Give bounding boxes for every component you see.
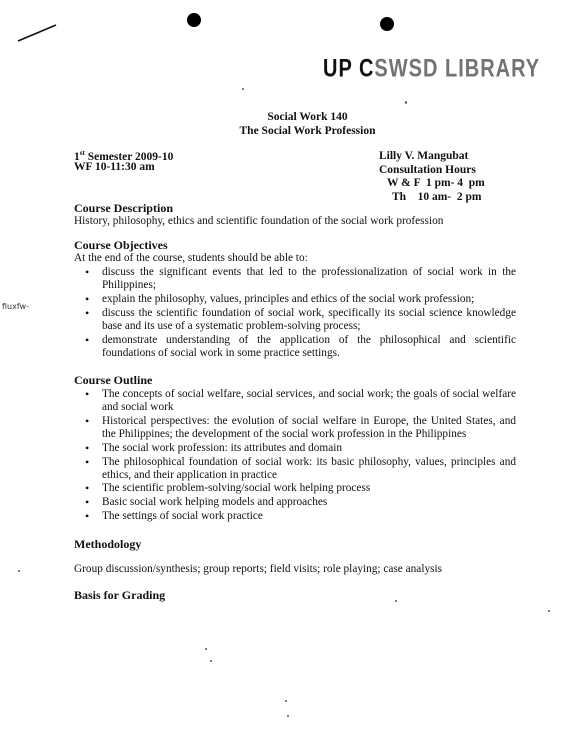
scan-speck xyxy=(405,101,407,104)
scan-speck xyxy=(210,660,212,662)
description-text: History, philosophy, ethics and scientific foundation of the social work profession xyxy=(74,215,444,227)
margin-mark: ﬁuxfw- xyxy=(2,302,29,311)
library-stamp: UP CSWSD LIBRARY xyxy=(323,55,541,83)
scan-speck xyxy=(287,715,289,717)
objective-item: • explain the philosophy, values, principles and ethics of the social work profession; xyxy=(78,293,516,306)
outline-item: • The settings of social work practice xyxy=(78,510,516,523)
consultation-label: Consultation Hours xyxy=(379,164,476,176)
objective-item: • demonstrate understanding of the application of the philosophical and scientific foundations of social work in some practice settings. xyxy=(78,334,516,360)
course-code: Social Work 140 xyxy=(267,111,348,123)
outline-heading: Course Outline xyxy=(74,373,153,387)
course-title: The Social Work Profession xyxy=(239,125,376,137)
outline-item: • The social work profession: its attributes and domain xyxy=(78,442,516,455)
pen-stroke-mark xyxy=(16,22,60,44)
outline-item: • Basic social work helping models and approaches xyxy=(78,496,516,509)
outline-item: • The concepts of social welfare, social services, and social work; the goals of social welfare and social work xyxy=(78,388,516,414)
scan-speck xyxy=(18,570,20,572)
outline-list xyxy=(78,388,516,524)
objectives-list xyxy=(78,266,516,360)
outline-item: • The scientific problem-solving/social work helping process xyxy=(78,482,516,495)
objectives-heading: Course Objectives xyxy=(74,238,168,252)
objectives-intro: At the end of the course, students should be able to: xyxy=(74,252,308,264)
grading-heading: Basis for Grading xyxy=(74,588,166,602)
scan-speck xyxy=(242,88,244,90)
methodology-text: Group discussion/synthesis; group reports; field visits; role playing; case analysis xyxy=(74,563,443,575)
outline-item: • The philosophical foundation of social work: its basic philosophy, values, principles and ethics, and their application in practice xyxy=(78,456,516,482)
scan-speck xyxy=(205,648,207,650)
consultation-hours-th: Th 10 am- 2 pm xyxy=(392,191,482,203)
instructor-name: Lilly V. Mangubat xyxy=(379,150,469,162)
description-heading: Course Description xyxy=(74,201,173,215)
hole-punch-right xyxy=(380,17,394,31)
objective-item: • discuss the scientific foundation of social work, specifically its social science knowledge base and its use of a systematic problem-solving process; xyxy=(78,307,516,333)
consultation-hours-wf: W & F 1 pm- 4 pm xyxy=(387,177,485,189)
scan-speck xyxy=(395,600,397,602)
methodology-heading: Methodology xyxy=(74,537,142,551)
scan-speck xyxy=(548,610,550,612)
class-schedule: WF 10-11:30 am xyxy=(74,161,155,173)
objective-item: • discuss the significant events that led to the professionalization of social work in the Philippines; xyxy=(78,266,516,292)
hole-punch-left xyxy=(187,13,201,27)
semester-line: 1st Semester 2009-10 xyxy=(74,149,174,163)
outline-item: • Historical perspectives: the evolution of social welfare in Europe, the United States, and the Philippines; the development of the social work profession in the Philippines xyxy=(78,415,516,441)
scan-speck xyxy=(285,700,287,702)
